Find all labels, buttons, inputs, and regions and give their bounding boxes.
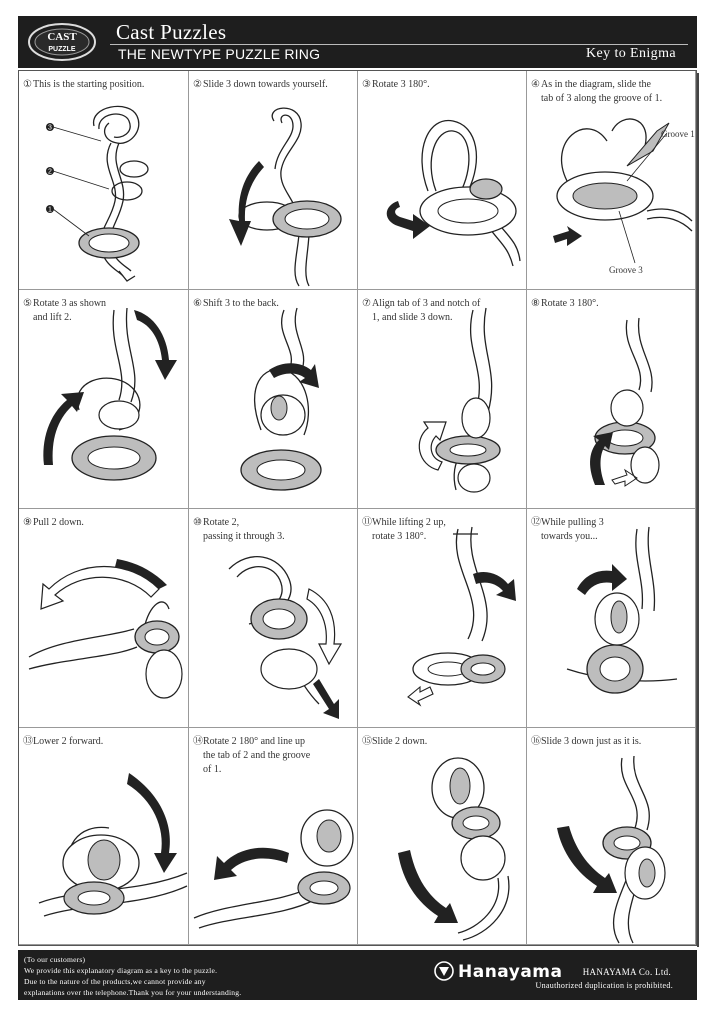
down-arrow bbox=[229, 161, 264, 246]
step-text: Lower 2 forward. bbox=[33, 736, 104, 747]
step-6 bbox=[189, 290, 358, 509]
step-number: ② bbox=[193, 79, 202, 90]
notice-line: Due to the nature of the products,we cannot provide any bbox=[24, 977, 206, 986]
step-text: Slide 3 down towards yourself. bbox=[203, 79, 328, 90]
step-text: Slide 2 down. bbox=[372, 736, 428, 747]
step-text: Rotate 2, passing it through 3. bbox=[203, 517, 285, 542]
step-text: Rotate 3 as shown and lift 2. bbox=[33, 298, 107, 323]
step-9 bbox=[19, 509, 189, 728]
step-text: Pull 2 down. bbox=[33, 517, 84, 528]
step-text: Shift 3 to the back. bbox=[203, 298, 279, 309]
step-number: ④ bbox=[531, 79, 540, 90]
step-number: ③ bbox=[362, 79, 371, 90]
key-title: Key to Enigma bbox=[586, 46, 676, 61]
groove-3-label: Groove 3 bbox=[609, 265, 643, 275]
step-number: ⑤ bbox=[23, 298, 32, 309]
step-1 bbox=[19, 71, 189, 290]
step-text: Rotate 3 180°. bbox=[541, 298, 599, 309]
step-text: Slide 3 down just as it is. bbox=[541, 736, 642, 747]
header-bar bbox=[18, 16, 697, 68]
subtitle: THE NEWTYPE PUZZLE RING bbox=[118, 46, 321, 62]
brand-title: Cast Puzzles bbox=[116, 20, 227, 44]
step-number: ① bbox=[23, 79, 32, 90]
step-2 bbox=[189, 71, 358, 290]
step-8-illustration bbox=[527, 290, 696, 509]
step-15 bbox=[358, 728, 527, 945]
step-number: ⑩ bbox=[193, 517, 202, 528]
step-text: While pulling 3 towards you... bbox=[541, 517, 604, 542]
notice-line: We provide this explanatory diagram as a key to the puzzle. bbox=[24, 966, 218, 975]
step-text: This is the starting position. bbox=[33, 79, 145, 90]
step-10 bbox=[189, 509, 358, 728]
step-text: Rotate 2 180° and line up the tab of 2 and the groove of 1. bbox=[203, 736, 311, 775]
step-number: ⑬ bbox=[23, 736, 33, 747]
step-8 bbox=[527, 290, 696, 509]
step-number: ⑦ bbox=[362, 298, 371, 309]
step-text: Align tab of 3 and notch of 1, and slide 3 down. bbox=[372, 298, 481, 323]
step-number: ⑮ bbox=[362, 736, 372, 747]
step-2-illustration bbox=[189, 71, 358, 290]
step-4 bbox=[527, 71, 696, 290]
step-6-illustration bbox=[189, 290, 358, 509]
step-3 bbox=[358, 71, 527, 290]
customer-notice bbox=[24, 954, 241, 998]
svg-text:CAST: CAST bbox=[47, 31, 77, 43]
step-15-illustration bbox=[358, 728, 527, 945]
step-number: ⑥ bbox=[193, 298, 202, 309]
step-number: ⑭ bbox=[193, 736, 203, 747]
cast-puzzle-logo bbox=[26, 21, 98, 63]
step-14 bbox=[189, 728, 358, 945]
groove-1-label: Groove 1 bbox=[661, 129, 695, 139]
step-13-illustration bbox=[19, 728, 189, 945]
company-name: HANAYAMA Co. Ltd. bbox=[582, 967, 671, 977]
notice-line: (To our customers) bbox=[24, 955, 86, 964]
step-number: ⑧ bbox=[531, 298, 540, 309]
step-3-illustration bbox=[358, 71, 527, 290]
step-1-illustration bbox=[19, 71, 189, 290]
step-text: Rotate 3 180°. bbox=[372, 79, 430, 90]
step-number: ⑪ bbox=[362, 517, 372, 528]
step-5 bbox=[19, 290, 189, 509]
step-text: While lifting 2 up, rotate 3 180°. bbox=[372, 517, 446, 542]
hanayama-wordmark: Hanayama bbox=[458, 962, 563, 982]
footer-bar bbox=[18, 950, 697, 1000]
copyright-notice: Unauthorized duplication is prohibited. bbox=[535, 981, 673, 990]
step-16-illustration bbox=[527, 728, 696, 945]
steps-grid bbox=[18, 70, 697, 946]
subtitle-bar bbox=[110, 44, 688, 64]
step-number: ⑫ bbox=[531, 517, 541, 528]
hanayama-logo bbox=[434, 960, 592, 982]
notice-line: explanations over the telephone.Thank you for your understanding. bbox=[24, 988, 242, 997]
part-2-label: 2 bbox=[48, 168, 52, 176]
svg-text:PUZZLE: PUZZLE bbox=[48, 46, 76, 53]
step-number: ⑯ bbox=[531, 736, 541, 747]
step-13 bbox=[19, 728, 189, 945]
step-12 bbox=[527, 509, 696, 728]
step-11 bbox=[358, 509, 527, 728]
step-9-illustration bbox=[19, 509, 189, 728]
step-7 bbox=[358, 290, 527, 509]
part-3-label: 3 bbox=[48, 124, 52, 132]
step-number: ⑨ bbox=[23, 517, 32, 528]
step-text: As in the diagram, slide the tab of 3 along the groove of 1. bbox=[541, 79, 663, 104]
part-1-label: 1 bbox=[48, 206, 52, 214]
step-16 bbox=[527, 728, 696, 945]
